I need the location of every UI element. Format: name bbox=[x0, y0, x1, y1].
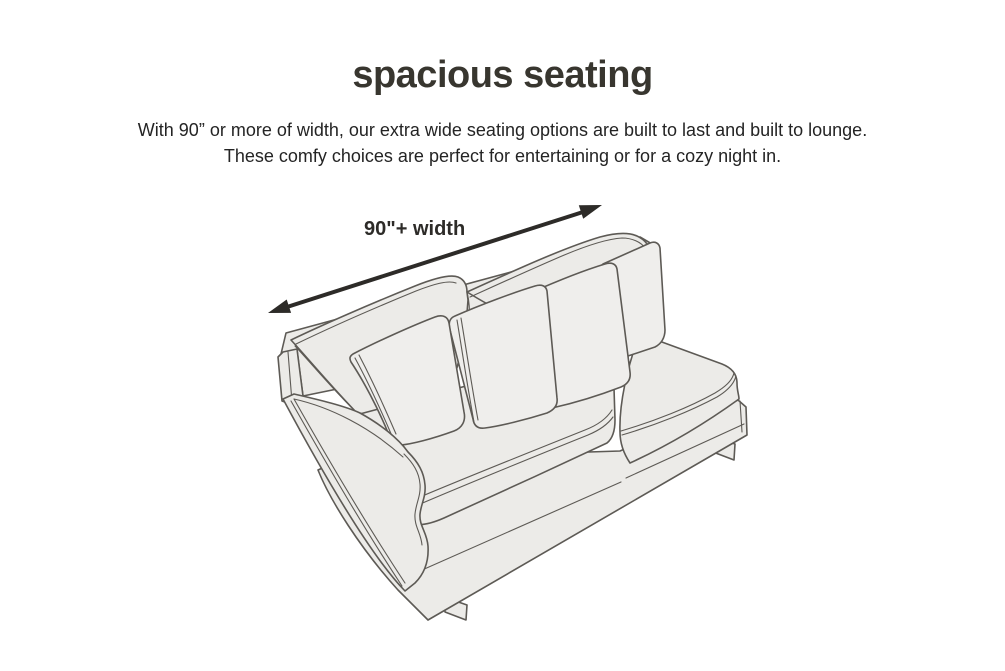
dimension-label: 90"+ width bbox=[364, 218, 466, 240]
arrowhead-left-icon bbox=[268, 300, 291, 314]
subtitle-line-1: With 90” or more of width, our extra wide seating options are built to last and built to lounge. bbox=[137, 120, 868, 140]
arrowhead-right-icon bbox=[579, 205, 602, 219]
subtitle-line-2: These comfy choices are perfect for entertaining or for a cozy night in. bbox=[223, 146, 782, 166]
page-subtitle bbox=[0, 117, 1005, 169]
page-title: spacious seating bbox=[352, 54, 653, 96]
